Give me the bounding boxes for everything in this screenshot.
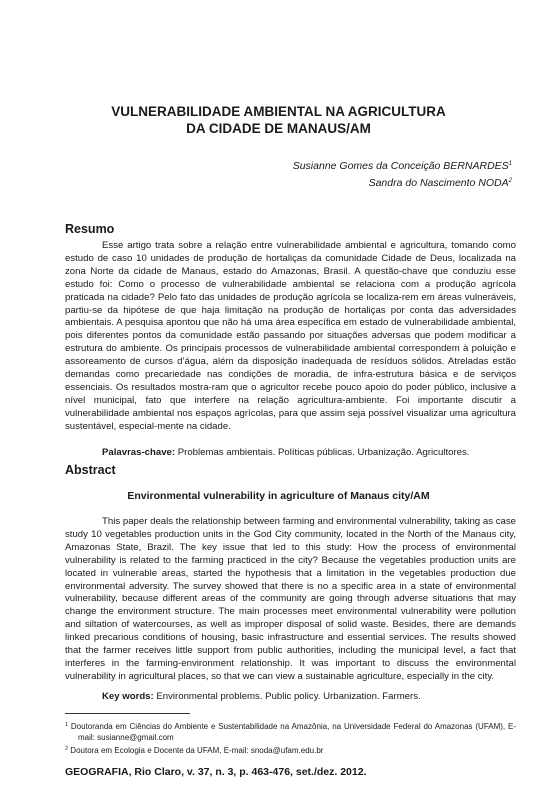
resumo-text: Esse artigo trata sobre a relação entre vulnerabilidade ambiental e agricultura, tomando como estudo de caso 10 unidades de produção de hortaliças da comunidade Cidade de Deus, localizada na zona Norte da cidade de Manaus, estado do Amazonas, Brasil. A questão-chave que conduziu esse estudo foi: Como o processo de vulnerabilidade ambiental se relaciona com a produção agrícola praticada na cidade? Pelo fato das unidades de produção agrícola se localiza-rem em áreas vulneráveis, partiu-se da hipótese de que haja limitação na produção de hortaliças por conta das adversidades ambientais. A pesquisa apontou que não há uma área específica em estado de vulnerabilidade ambiental, pois diferentes pontos da comunidade estão passando por situações adversas que podem modificar a estrutura do ambiente. Os principais processos de vulnerabilidade ambiental correspondem à poluição e assoreamento de cursos d’água, além da disposição inadequada de resíduos sólidos. Atreladas estão demandas como precariedade nas condições de moradia, de infra-estrutura básica e de serviços essenciais. Os resultados mostra-ram que o agricultor recebe pouco apoio do poder público, inclusive a nível municipal, fato que interfere na relação agricultura-ambiente. Foi importante discutir a vulnerabilidade ambiental nos espaços agrícolas, para que assim seja possível visualizar uma agricultura sustentável, especial-mente na cidade. <box>65 240 516 432</box>
title-line-2: DA CIDADE DE MANAUS/AM <box>186 121 371 136</box>
footnote-divider <box>65 713 190 714</box>
footnote-1 <box>65 720 516 743</box>
abstract-text: This paper deals the relationship between farming and environmental vulnerability, taking as case study 10 vegetables production units in the God City community, located in the North of the Manaus city, Amazonas State, Brazil. The key issue that led to this study: How the process of environmental vulnerability is related to the farming practiced in the city? Because the vegetables production units are located in vulnerable areas, started the hypothesis that a limitation in the vegetables production due environmental adversity. The survey showed that there is no a specific area in a state of environmental vulnerability, because different areas of the community are going through adverse situations that may change the environment structure. The main processes meet environmental vulnerability were pollution and siltation of watercourses, as well as improper disposal of solid waste. Besides, there are demands linked precarious conditions of housing, basic infrastructure and essential services. The results showed that the farmer receives little support from public authorities, including the municipal level, a fact that interferes in the farming-environment relationship. It was important to discuss the environmental vulnerability in agricultural places, so that we can view a sustainable agriculture, especially in the city. <box>65 516 516 682</box>
keywords-label: Palavras-chave: <box>102 447 176 458</box>
keywords-list: Problemas ambientais. Políticas públicas. Urbanização. Agricultores. <box>177 447 470 458</box>
footnote-2 <box>65 744 516 756</box>
journal-citation: GEOGRAFIA, Rio Claro, v. 37, n. 3, p. 463-476, set./dez. 2012. <box>65 766 367 778</box>
article-title <box>0 103 557 137</box>
footnote-text: Doutora em Ecologia e Docente da UFAM, E-mail: snoda@ufam.edu.br <box>70 746 324 755</box>
footnote-mark: 2 <box>65 746 69 752</box>
footnote-mark: 1 <box>65 722 69 728</box>
author-2 <box>369 175 512 190</box>
author-name: Sandra do Nascimento NODA <box>368 177 509 189</box>
abstract-keywords <box>102 691 421 704</box>
footnote-text: Doutoranda em Ciências do Ambiente e Sustentabilidade na Amazônia, na Universidade Federal do Amazonas (UFAM), E-mail: susianne@gmail.com <box>70 722 516 742</box>
resumo-heading: Resumo <box>65 222 115 236</box>
abstract-heading: Abstract <box>65 463 116 477</box>
resumo-keywords <box>102 447 469 460</box>
author-1 <box>293 158 512 173</box>
keywords-label: Key words: <box>102 691 154 702</box>
abstract-subtitle: Environmental vulnerability in agriculture of Manaus city/AM <box>127 490 430 502</box>
title-line-1: VULNERABILIDADE AMBIENTAL NA AGRICULTURA <box>111 104 446 119</box>
author-name: Susianne Gomes da Conceição BERNARDES <box>292 160 509 172</box>
author-footnote-mark[interactable]: 2 <box>508 178 512 184</box>
keywords-list: Environmental problems. Public policy. Urbanization. Farmers. <box>156 691 421 702</box>
author-footnote-mark[interactable]: 1 <box>508 161 512 167</box>
